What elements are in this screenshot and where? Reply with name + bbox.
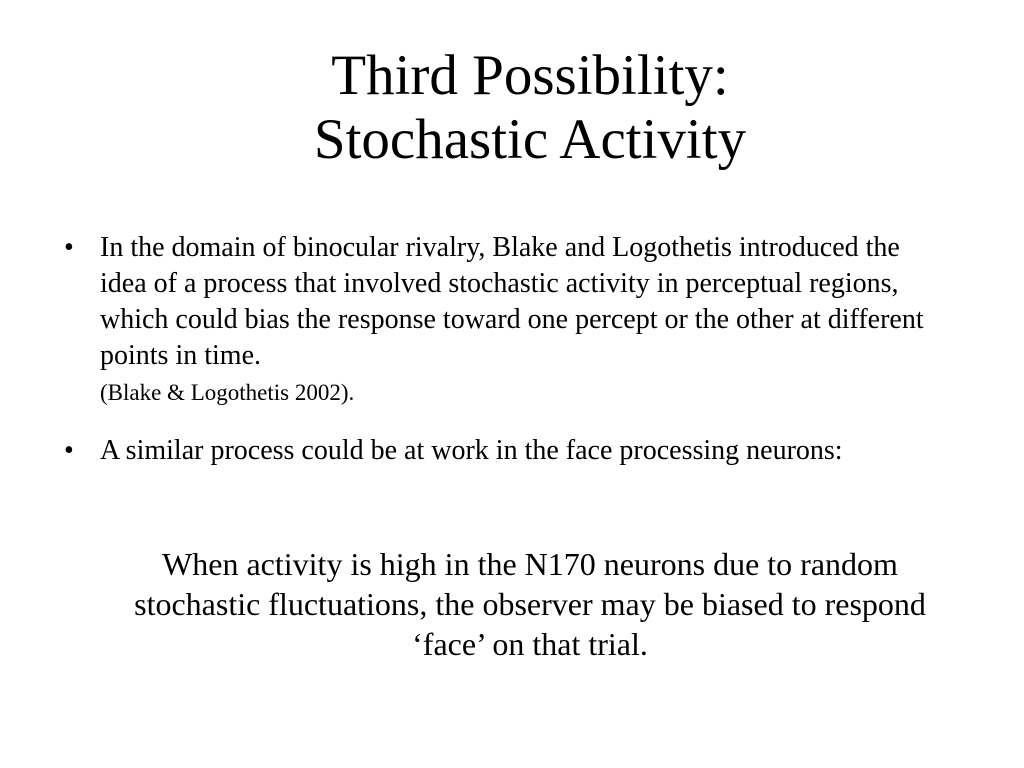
emphasis-statement: When activity is high in the N170 neurons due to random stochastic fluctuations, the observer may be biased to respond ‘face’ on that trial. bbox=[134, 546, 926, 662]
bullet-item-2 bbox=[64, 433, 944, 469]
bullet-text: In the domain of binocular rivalry, Blake and Logothetis introduced the idea of a process that involved stochastic activity in perceptual regions, which could bias the response toward one percept or the other at different points in time. bbox=[100, 232, 924, 371]
slide-title-line-1: Third Possibility: bbox=[331, 44, 729, 107]
bullet-text: A similar process could be at work in the face processing neurons: bbox=[100, 435, 843, 466]
bullet-marker-icon: • bbox=[64, 435, 74, 466]
slide-title-line-2: Stochastic Activity bbox=[313, 108, 747, 171]
slide-title bbox=[0, 44, 1024, 172]
bullet-list bbox=[64, 230, 944, 491]
bullet-item-1 bbox=[64, 230, 944, 411]
bullet-citation: (Blake & Logothetis 2002). bbox=[100, 380, 355, 405]
bullet-marker-icon: • bbox=[64, 232, 74, 263]
